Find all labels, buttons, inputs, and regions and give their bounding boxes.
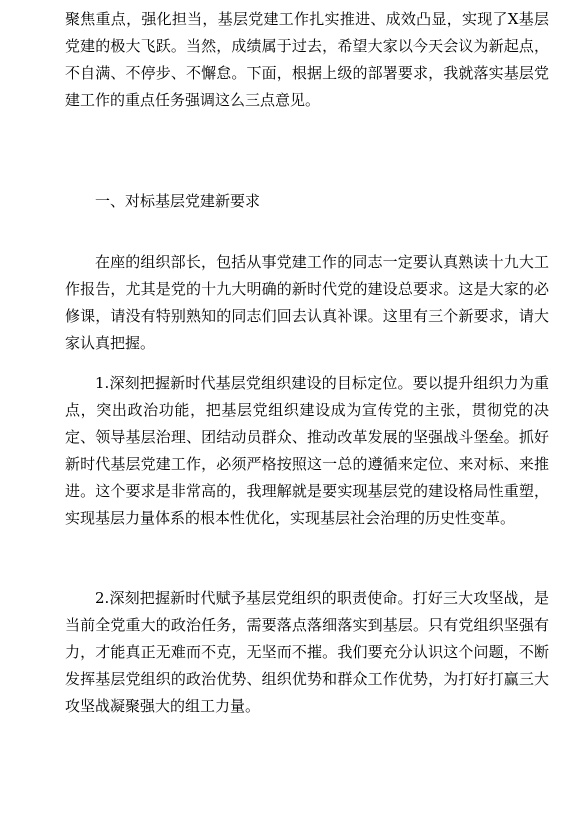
intro-paragraph: 聚焦重点，强化担当，基层党建工作扎实推进、成效凸显，实现了X基层党建的极大飞跃。当然，成绩属于过去，希望大家以今天会议为新起点，不自满、不停步、不懈怠。下面，根据上级的部署要求，我就落实基层党建工作的重点任务强调这么三点意见。	[65, 10, 549, 109]
paragraph-3: 2.深刻把握新时代赋予基层党组织的职责使命。打好三大攻坚战，是当前全党重大的政治任务，需要落点落细落实到基层。只有党组织坚强有力，才能真正无难而不克，无坚而不摧。我们要充分认识这个问题，不断发挥基层党组织的政治优势、组织优势和群众工作优势，为打好打赢三大攻坚战凝聚强大的组工力量。	[65, 589, 549, 715]
paragraph-1: 在座的组织部长，包括从事党建工作的同志一定要认真熟读十九大工作报告，尤其是党的十九大明确的新时代党的建设总要求。这是大家的必修课，请没有特别熟知的同志们回去认真补课。这里有三个新要求，请大家认真把握。	[65, 253, 549, 352]
paragraph-2: 1.深刻把握新时代基层党组织建设的目标定位。要以提升组织力为重点，突出政治功能，把基层党组织建设成为宣传党的主张，贯彻党的决定、领导基层治理、团结动员群众、推动改革发展的坚强战斗堡垒。抓好新时代基层党建工作，必须严格按照这一总的遵循来定位、来对标、来推进。这个要求是非常高的，我理解就是要实现基层党的建设格局性重塑，实现基层力量体系的根本性优化，实现基层社会治理的历史性变革。	[65, 374, 549, 527]
section-heading-1: 一、对标基层党建新要求	[95, 192, 261, 210]
